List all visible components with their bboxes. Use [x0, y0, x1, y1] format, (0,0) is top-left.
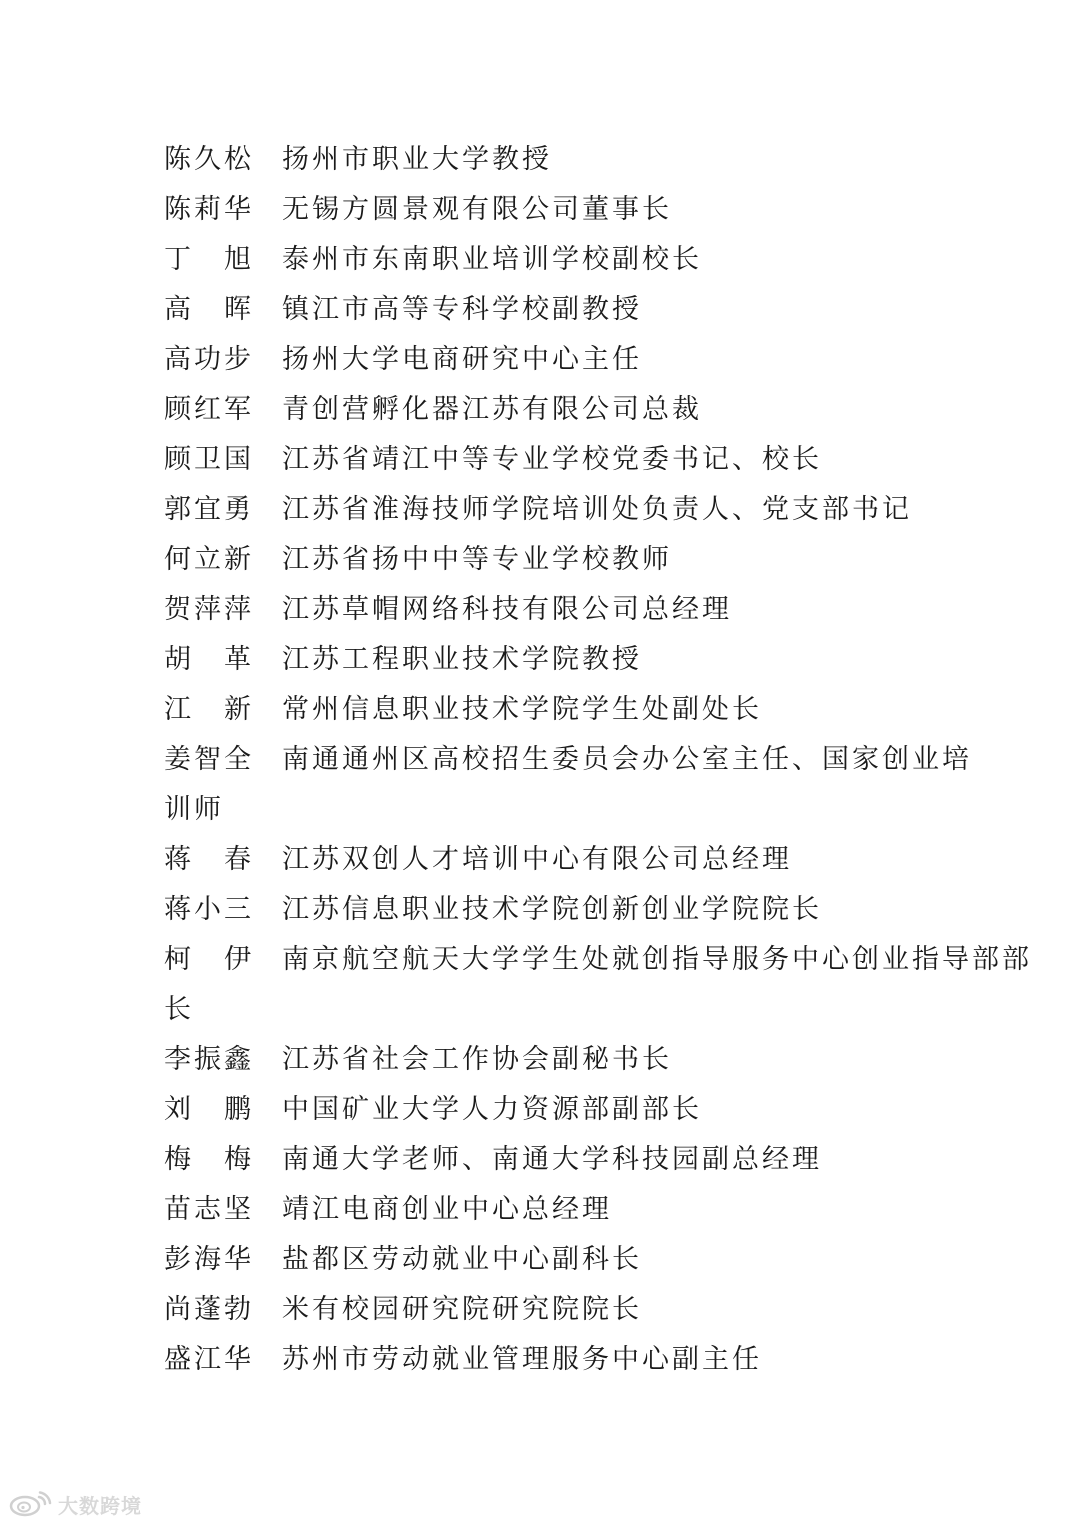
list-item [164, 435, 924, 485]
list-item [164, 285, 924, 335]
list-item [164, 585, 924, 635]
member-name: 顾红军 [164, 394, 254, 425]
list-item-first-line [164, 935, 1032, 985]
member-name: 何立新 [164, 544, 254, 575]
member-name: 彭海华 [164, 1244, 254, 1275]
member-name: 尚蓬勃 [164, 1294, 254, 1325]
member-name: 盛江华 [164, 1344, 254, 1375]
member-name: 李振鑫 [164, 1044, 254, 1075]
member-title: 镇江市高等专科学校副教授 [282, 294, 642, 325]
member-title: 靖江电商创业中心总经理 [282, 1194, 612, 1225]
member-name: 姜智全 [164, 744, 254, 775]
member-name: 刘 鹏 [164, 1094, 254, 1125]
member-title: 江苏工程职业技术学院教授 [282, 644, 642, 675]
member-name: 胡 革 [164, 644, 254, 675]
member-list [164, 135, 1032, 1385]
member-title: 常州信息职业技术学院学生处副处长 [282, 694, 762, 725]
watermark-text: 大数跨境 [58, 1493, 142, 1518]
list-item [164, 485, 924, 535]
list-item [164, 135, 924, 185]
member-title: 米有校园研究院研究院院长 [282, 1294, 642, 1325]
member-name: 苗志坚 [164, 1194, 254, 1225]
list-item [164, 935, 1032, 1035]
list-item-first-line [164, 735, 972, 785]
list-item [164, 685, 924, 735]
member-title: 南京航空航天大学学生处就创指导服务中心创业指导部部 [282, 944, 1032, 975]
list-item [164, 735, 972, 835]
member-title: 江苏双创人才培训中心有限公司总经理 [282, 844, 792, 875]
list-item [164, 1235, 924, 1285]
list-item [164, 185, 924, 235]
member-title: 泰州市东南职业培训学校副校长 [282, 244, 702, 275]
member-title: 苏州市劳动就业管理服务中心副主任 [282, 1344, 762, 1375]
member-name: 江 新 [164, 694, 254, 725]
member-name: 高功步 [164, 344, 254, 375]
member-name: 柯 伊 [164, 944, 254, 975]
member-title: 南通大学老师、南通大学科技园副总经理 [282, 1144, 822, 1175]
member-name: 郭宜勇 [164, 494, 254, 525]
member-title: 盐都区劳动就业中心副科长 [282, 1244, 642, 1275]
list-item [164, 335, 924, 385]
watermark [8, 1489, 142, 1519]
member-name: 贺萍萍 [164, 594, 254, 625]
member-name: 丁 旭 [164, 244, 254, 275]
list-item [164, 1035, 924, 1085]
member-title: 江苏草帽网络科技有限公司总经理 [282, 594, 732, 625]
weibo-logo-icon [8, 1491, 52, 1517]
member-title: 江苏省扬中中等专业学校教师 [282, 544, 672, 575]
member-name: 顾卫国 [164, 444, 254, 475]
list-item [164, 835, 924, 885]
member-name: 梅 梅 [164, 1144, 254, 1175]
member-name: 陈久松 [164, 144, 254, 175]
list-item [164, 1135, 924, 1185]
list-item [164, 885, 924, 935]
member-title: 江苏省淮海技师学院培训处负责人、党支部书记 [282, 494, 912, 525]
member-name: 蒋小三 [164, 894, 254, 925]
list-item [164, 385, 924, 435]
member-title: 江苏信息职业技术学院创新创业学院院长 [282, 894, 822, 925]
member-title: 江苏省社会工作协会副秘书长 [282, 1044, 672, 1075]
list-item [164, 1335, 924, 1385]
list-item [164, 1085, 924, 1135]
member-title-continued: 长 [164, 994, 194, 1025]
member-title: 扬州大学电商研究中心主任 [282, 344, 642, 375]
list-item [164, 535, 924, 585]
list-item [164, 1185, 924, 1235]
member-title: 南通通州区高校招生委员会办公室主任、国家创业培 [282, 744, 972, 775]
member-title-continued: 训师 [164, 794, 224, 825]
member-title: 青创营孵化器江苏有限公司总裁 [282, 394, 702, 425]
member-title: 扬州市职业大学教授 [282, 144, 552, 175]
member-title: 中国矿业大学人力资源部副部长 [282, 1094, 702, 1125]
list-item [164, 635, 924, 685]
member-name: 高 晖 [164, 294, 254, 325]
member-title: 无锡方圆景观有限公司董事长 [282, 194, 672, 225]
list-item [164, 1285, 924, 1335]
member-title: 江苏省靖江中等专业学校党委书记、校长 [282, 444, 822, 475]
member-name: 蒋 春 [164, 844, 254, 875]
member-name: 陈莉华 [164, 194, 254, 225]
list-item [164, 235, 924, 285]
